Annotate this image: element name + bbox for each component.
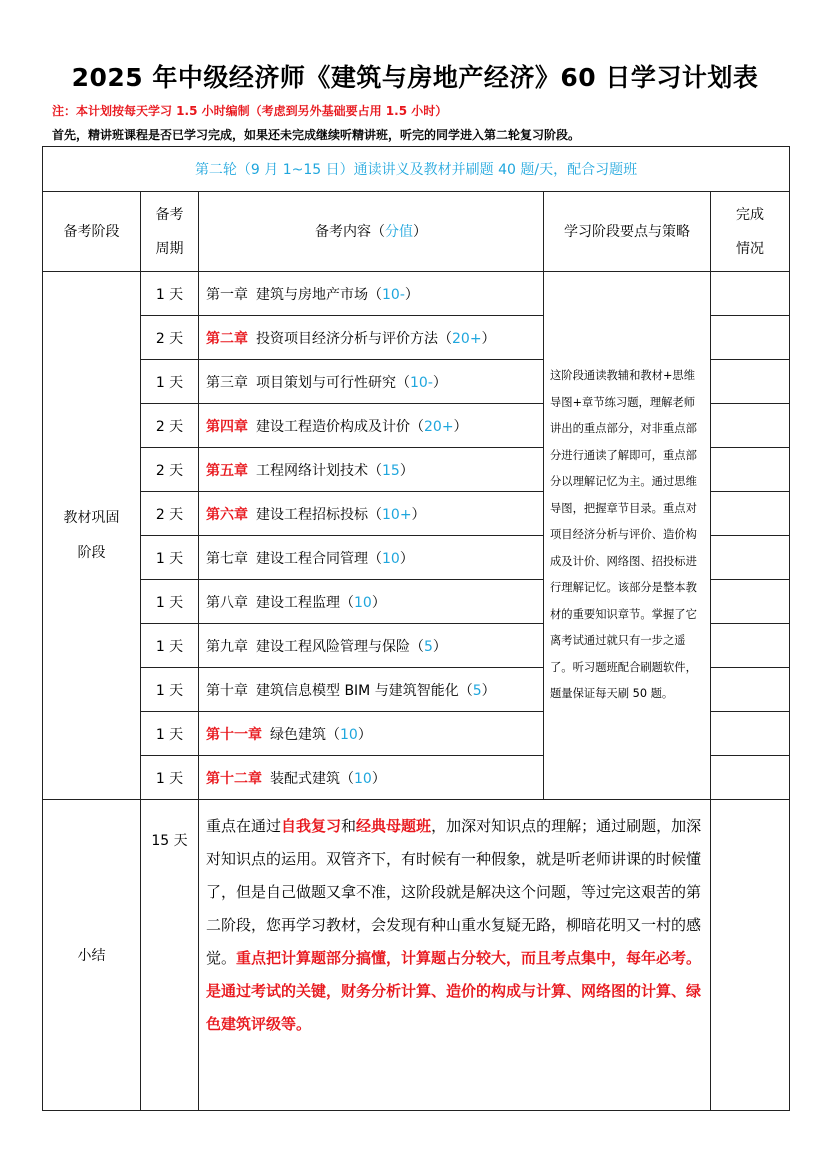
score-value: 15 xyxy=(382,462,400,479)
strategy-cell: 这阶段通读教辅和教材+思维导图+章节练习题，理解老师讲出的重点部分，对非重点部分进行通读了解即可，重点部分以理解记忆为主。通过思维导图，把握章节目录。重点对项目经济分析与评价、造价构成及计价、网络图、招投标进行理解记忆。该部分是整本教材的重要知识章节。掌握了它离考试通过就只有一步之遥了。听习题班配合刷题软件，题量保证每天刷 50 题。 xyxy=(544,272,711,800)
score-value: 10+ xyxy=(382,506,412,523)
round-title: 第二轮（9 月 1~15 日）通读讲义及教材并刷题 40 题/天，配合习题班 xyxy=(43,147,790,192)
chapter-cell: 第二章 投资项目经济分析与评价方法（20+） xyxy=(199,316,544,360)
days-cell: 1 天 xyxy=(141,624,199,668)
chapter-cell: 第九章 建设工程风险管理与保险（5） xyxy=(199,624,544,668)
chapter-cell: 第一章 建筑与房地产市场（10-） xyxy=(199,272,544,316)
score-value: 20+ xyxy=(452,330,482,347)
stage-cell: 教材巩固 阶段 xyxy=(43,272,141,800)
done-cell[interactable] xyxy=(711,360,790,404)
page-title: 2025 年中级经济师《建筑与房地产经济》60 日学习计划表 xyxy=(71,63,759,92)
table-row xyxy=(43,272,790,316)
chapter-cell: 第八章 建设工程监理（10） xyxy=(199,580,544,624)
done-cell[interactable] xyxy=(711,580,790,624)
score-value: 10- xyxy=(382,286,405,303)
col-header-strategy: 学习阶段要点与策略 xyxy=(544,192,711,272)
table-header-row xyxy=(43,192,790,272)
score-value: 10- xyxy=(410,374,433,391)
score-value: 10 xyxy=(354,594,372,611)
done-cell[interactable] xyxy=(711,712,790,756)
score-value: 10 xyxy=(354,770,372,787)
done-cell[interactable] xyxy=(711,316,790,360)
highlight-classic-class: 经典母题班 xyxy=(356,817,432,835)
done-cell[interactable] xyxy=(711,404,790,448)
summary-label: 小结 xyxy=(43,800,141,1111)
chapter-cell: 第四章 建设工程造价构成及计价（20+） xyxy=(199,404,544,448)
done-cell[interactable] xyxy=(711,448,790,492)
col-header-period: 备考 周期 xyxy=(141,192,199,272)
done-cell[interactable] xyxy=(711,756,790,800)
days-cell: 1 天 xyxy=(141,756,199,800)
chapter-cell: 第十二章 装配式建筑（10） xyxy=(199,756,544,800)
col-header-score: 分值 xyxy=(385,223,413,240)
chapter-cell: 第十一章 绿色建筑（10） xyxy=(199,712,544,756)
chapter-cell: 第十章 建筑信息模型 BIM 与建筑智能化（5） xyxy=(199,668,544,712)
done-cell[interactable] xyxy=(711,272,790,316)
days-cell: 2 天 xyxy=(141,492,199,536)
done-cell[interactable] xyxy=(711,624,790,668)
highlight-calculation-focus: 重点把计算题部分搞懂，计算题占分较大，而且考点集中，每年必考。是通过考试的关键，财务分析计算、造价的构成与计算、网络图的计算、绿色建筑评级等。 xyxy=(206,949,702,1033)
chapter-cell: 第三章 项目策划与可行性研究（10-） xyxy=(199,360,544,404)
col-header-done: 完成 情况 xyxy=(711,192,790,272)
score-value: 10 xyxy=(340,726,358,743)
score-value: 5 xyxy=(424,638,433,655)
chapter-cell: 第七章 建设工程合同管理（10） xyxy=(199,536,544,580)
highlight-self-review: 自我复习 xyxy=(281,817,342,835)
chapter-cell: 第六章 建设工程招标投标（10+） xyxy=(199,492,544,536)
plan-intro: 首先，精讲班课程是否已学习完成，如果还未完成继续听精讲班，听完的同学进入第二轮复习阶段。 xyxy=(52,128,581,142)
col-header-content: 备考内容（分值） xyxy=(199,192,544,272)
study-plan-table xyxy=(42,146,790,1111)
chapter-cell: 第五章 工程网络计划技术（15） xyxy=(199,448,544,492)
days-cell: 1 天 xyxy=(141,668,199,712)
score-value: 10 xyxy=(382,550,400,567)
summary-days: 15 天 xyxy=(141,800,199,1111)
done-cell[interactable] xyxy=(711,536,790,580)
days-cell: 1 天 xyxy=(141,536,199,580)
done-cell[interactable] xyxy=(711,668,790,712)
score-value: 5 xyxy=(472,682,482,699)
days-cell: 1 天 xyxy=(141,712,199,756)
days-cell: 2 天 xyxy=(141,404,199,448)
days-cell: 1 天 xyxy=(141,580,199,624)
days-cell: 1 天 xyxy=(141,360,199,404)
days-cell: 2 天 xyxy=(141,316,199,360)
done-cell[interactable] xyxy=(711,800,790,1111)
summary-text: 重点在通过自我复习和经典母题班，加深对知识点的理解；通过刷题，加深对知识点的运用。双管齐下，有时候有一种假象，就是听老师讲课的时候懂了，但是自己做题又拿不准，这阶段就是解决这个问题，等过完这艰苦的第二阶段，您再学习教材，会发现有种山重水复疑无路，柳暗花明又一村的感觉。重点把计算题部分搞懂，计算题占分较大，而且考点集中，每年必考。是通过考试的关键，财务分析计算、造价的构成与计算、网络图的计算、绿色建筑评级等。 xyxy=(199,800,711,1111)
score-value: 20+ xyxy=(424,418,454,435)
done-cell[interactable] xyxy=(711,492,790,536)
days-cell: 1 天 xyxy=(141,272,199,316)
plan-note: 注：本计划按每天学习 1.5 小时编制（考虑到另外基础要占用 1.5 小时） xyxy=(52,104,448,118)
days-cell: 2 天 xyxy=(141,448,199,492)
col-header-stage: 备考阶段 xyxy=(43,192,141,272)
summary-row xyxy=(43,800,790,1111)
